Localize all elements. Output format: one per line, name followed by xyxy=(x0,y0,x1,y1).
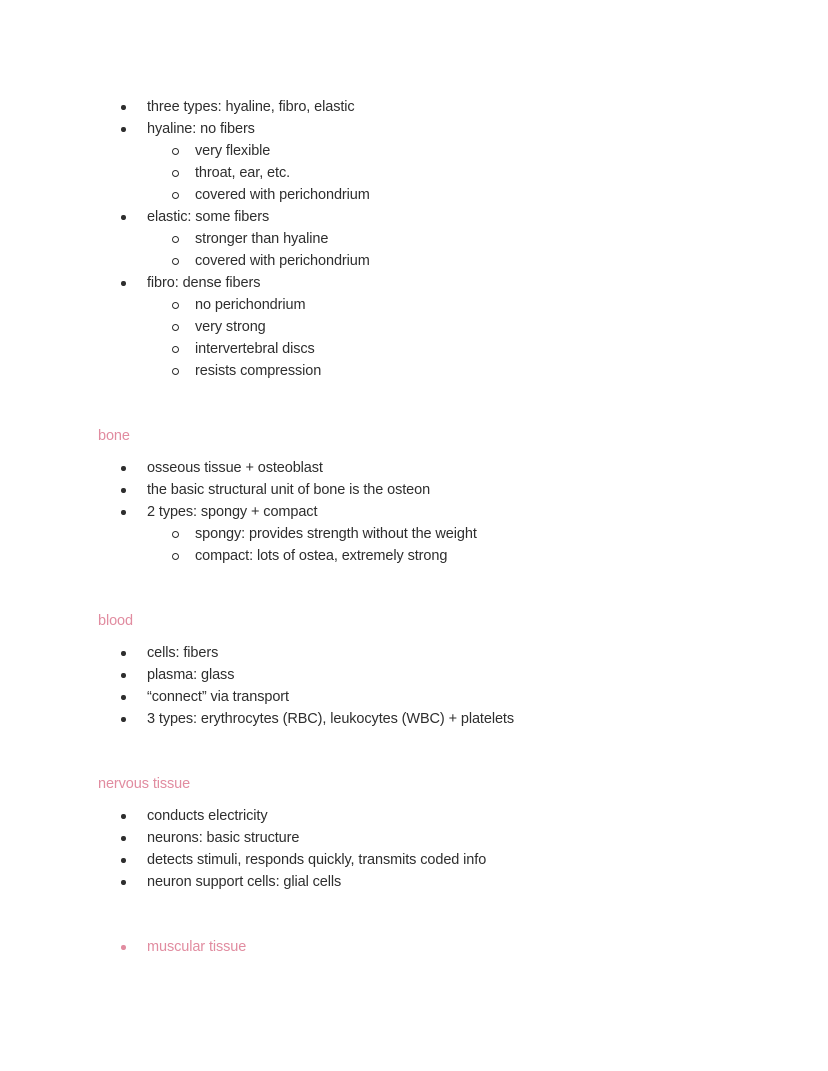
bullet-item-text: elastic: some fibers xyxy=(147,209,270,225)
bullet-item xyxy=(98,457,758,479)
bullet-item xyxy=(98,294,758,316)
bullet-item xyxy=(98,316,758,338)
section xyxy=(98,936,758,958)
bullet-item xyxy=(98,849,758,871)
bullet-item-text: osseous tissue + osteoblast xyxy=(147,460,323,476)
bullet-item xyxy=(98,479,758,501)
bullet-item xyxy=(98,936,758,958)
bullet-circle-icon xyxy=(172,148,179,155)
bullet-circle-icon xyxy=(172,192,179,199)
bullet-circle-icon xyxy=(172,553,179,560)
section xyxy=(98,96,758,382)
bullet-item xyxy=(98,184,758,206)
bullet-item-text: plasma: glass xyxy=(147,667,235,683)
bullet-dot-icon xyxy=(121,651,126,656)
bullet-circle-icon xyxy=(172,346,179,353)
bullet-item xyxy=(98,360,758,382)
bullet-item-text: muscular tissue xyxy=(147,939,247,955)
bullet-item-text: fibro: dense fibers xyxy=(147,275,261,291)
section-heading: blood xyxy=(98,613,133,629)
bullet-item-text: 3 types: erythrocytes (RBC), leukocytes (WBC) + platelets xyxy=(147,711,514,727)
bullet-circle-icon xyxy=(172,368,179,375)
bullet-item xyxy=(98,501,758,523)
bullet-item-text: detects stimuli, responds quickly, transmits coded info xyxy=(147,852,487,868)
bullet-dot-icon xyxy=(121,281,126,286)
bullet-list xyxy=(98,642,758,730)
bullet-item xyxy=(98,338,758,360)
bullet-item-text: cells: fibers xyxy=(147,645,219,661)
bullet-item-text: “connect” via transport xyxy=(147,689,289,705)
bullet-item-text: very flexible xyxy=(195,143,271,159)
bullet-dot-icon xyxy=(121,127,126,132)
bullet-list xyxy=(98,805,758,893)
bullet-item-text: 2 types: spongy + compact xyxy=(147,504,318,520)
bullet-dot-icon xyxy=(121,814,126,819)
bullet-list xyxy=(98,96,758,382)
bullet-item xyxy=(98,206,758,228)
bullet-dot-icon xyxy=(121,858,126,863)
bullet-item xyxy=(98,523,758,545)
section xyxy=(98,425,758,567)
bullet-item xyxy=(98,250,758,272)
bullet-item xyxy=(98,140,758,162)
bullet-item-text: spongy: provides strength without the weight xyxy=(195,526,477,542)
bullet-dot-icon xyxy=(121,510,126,515)
bullet-item-text: resists compression xyxy=(195,363,322,379)
bullet-item-text: compact: lots of ostea, extremely strong xyxy=(195,548,448,564)
bullet-item xyxy=(98,272,758,294)
bullet-item-text: stronger than hyaline xyxy=(195,231,329,247)
bullet-circle-icon xyxy=(172,170,179,177)
bullet-item xyxy=(98,96,758,118)
bullet-dot-icon xyxy=(121,836,126,841)
bullet-dot-icon xyxy=(121,215,126,220)
bullet-dot-icon xyxy=(121,105,126,110)
bullet-item xyxy=(98,805,758,827)
bullet-item xyxy=(98,118,758,140)
bullet-item xyxy=(98,545,758,567)
bullet-dot-icon xyxy=(121,466,126,471)
bullet-list xyxy=(98,936,758,958)
bullet-item-text: neurons: basic structure xyxy=(147,830,300,846)
document-content xyxy=(98,96,758,958)
bullet-dot-icon xyxy=(121,717,126,722)
bullet-dot-icon xyxy=(121,945,126,950)
section-heading: nervous tissue xyxy=(98,776,191,792)
bullet-item-text: covered with perichondrium xyxy=(195,187,370,203)
bullet-item xyxy=(98,827,758,849)
bullet-dot-icon xyxy=(121,695,126,700)
bullet-item-text: no perichondrium xyxy=(195,297,306,313)
bullet-list xyxy=(98,457,758,567)
bullet-dot-icon xyxy=(121,488,126,493)
section xyxy=(98,610,758,730)
bullet-dot-icon xyxy=(121,880,126,885)
bullet-item-text: conducts electricity xyxy=(147,808,268,824)
bullet-item xyxy=(98,664,758,686)
bullet-item-text: intervertebral discs xyxy=(195,341,315,357)
bullet-item-text: hyaline: no fibers xyxy=(147,121,255,137)
bullet-circle-icon xyxy=(172,324,179,331)
bullet-circle-icon xyxy=(172,302,179,309)
bullet-item xyxy=(98,871,758,893)
bullet-item xyxy=(98,708,758,730)
bullet-circle-icon xyxy=(172,236,179,243)
bullet-item xyxy=(98,686,758,708)
bullet-item-text: throat, ear, etc. xyxy=(195,165,291,181)
bullet-circle-icon xyxy=(172,258,179,265)
bullet-dot-icon xyxy=(121,673,126,678)
bullet-item-text: three types: hyaline, fibro, elastic xyxy=(147,99,355,115)
bullet-item xyxy=(98,162,758,184)
bullet-item-text: neuron support cells: glial cells xyxy=(147,874,342,890)
section-heading: bone xyxy=(98,428,130,444)
bullet-item xyxy=(98,642,758,664)
bullet-item-text: covered with perichondrium xyxy=(195,253,370,269)
bullet-item xyxy=(98,228,758,250)
bullet-circle-icon xyxy=(172,531,179,538)
bullet-item-text: very strong xyxy=(195,319,266,335)
section xyxy=(98,773,758,893)
bullet-item-text: the basic structural unit of bone is the osteon xyxy=(147,482,431,498)
